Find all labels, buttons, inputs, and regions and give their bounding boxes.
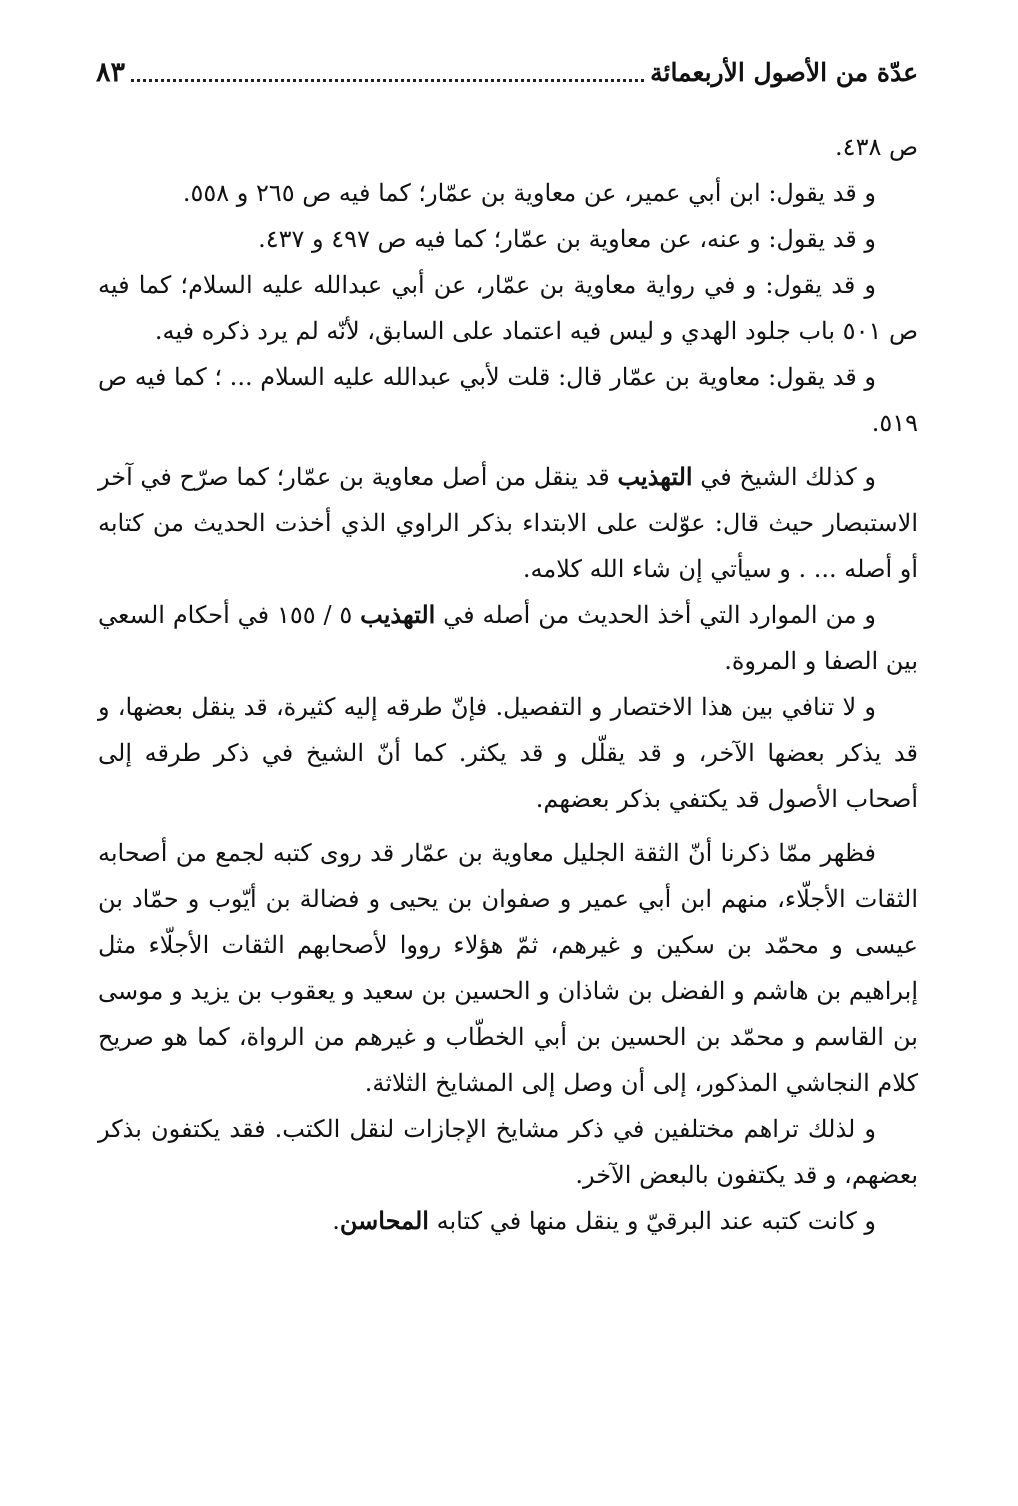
paragraph: و لا تنافي بين هذا الاختصار و التفصيل. فإنّ طرقه إليه كثيرة، قد ينقل بعضها، و قد يذكر بعضها الآخر، و قد يقلّل و قد يكثر. كما أنّ الشيخ في ذكر طرقه إلى أصحاب الأصول قد يكتفي بذكر بعضهم. <box>98 693 918 813</box>
paragraph: ص ٤٣٨. <box>835 133 918 161</box>
paragraph: و قد يقول: معاوية بن عمّار قال: قلت لأبي عبدالله عليه السلام ... ؛ كما فيه ص ٥١٩. <box>98 363 918 437</box>
paragraph: و كذلك الشيخ في التهذيب قد ينقل من أصل معاوية بن عمّار؛ كما صرّح في آخر الاستبصار حيث قال: عوّلت على الابتداء بذكر الراوي الذي أخذت الحديث من كتابه أو أصله ... . و سيأتي إن شاء الله كلامه. <box>98 462 918 583</box>
paragraph: فظهر ممّا ذكرنا أنّ الثقة الجليل معاوية بن عمّار قد روى كتبه لجمع من أصحابه الثقات الأجلّاء، منهم ابن أبي عمير و صفوان بن يحيى و فضالة بن أيّوب و حمّاد بن عيسى و محمّد بن سكين و غيرهم، ثمّ هؤلاء رووا لأصحابهم الثقات الأجلّاء مثل إبراهيم بن هاشم و الفضل بن شاذان و الحسين بن سعيد و يعقوب بن يزيد و موسى بن القاسم و محمّد بن الحسين بن أبي الخطّاب و غيرهم من الرواة، كما هو صريح كلام النجاشي المذكور، إلى أن وصل إلى المشايخ الثلاثة. <box>98 839 918 1097</box>
running-header <box>96 50 918 94</box>
paragraph: و قد يقول: و عنه، عن معاوية بن عمّار؛ كما فيه ص ٤٩٧ و ٤٣٧. <box>258 225 876 253</box>
paragraph: و من الموارد التي أخذ الحديث من أصله في التهذيب ٥ / ١٥٥ في أحكام السعي بين الصفا و المروة. <box>98 600 918 675</box>
leader-dots <box>131 79 644 82</box>
book-title: عدّة من الأصول الأربعمائة <box>650 57 918 87</box>
paragraph: و قد يقول: ابن أبي عمير، عن معاوية بن عمّار؛ كما فيه ص ٢٦٥ و ٥٥٨. <box>182 179 876 207</box>
paragraph: و لذلك تراهم مختلفين في ذكر مشايخ الإجازات لنقل الكتب. فقد يكتفون بذكر بعضهم، و قد يكتفون بالبعض الآخر. <box>98 1115 918 1189</box>
paragraph: و كانت كتبه عند البرقيّ و ينقل منها في كتابه المحاسن. <box>332 1206 876 1235</box>
paragraph: و قد يقول: و في رواية معاوية بن عمّار، عن أبي عبدالله عليه السلام؛ كما فيه ص ٥٠١ باب جلود الهدي و ليس فيه اعتماد على السابق، لأنّه لم يرد ذكره فيه. <box>98 271 918 345</box>
body-text <box>98 124 918 1244</box>
page-number: ٨٣ <box>96 56 126 88</box>
